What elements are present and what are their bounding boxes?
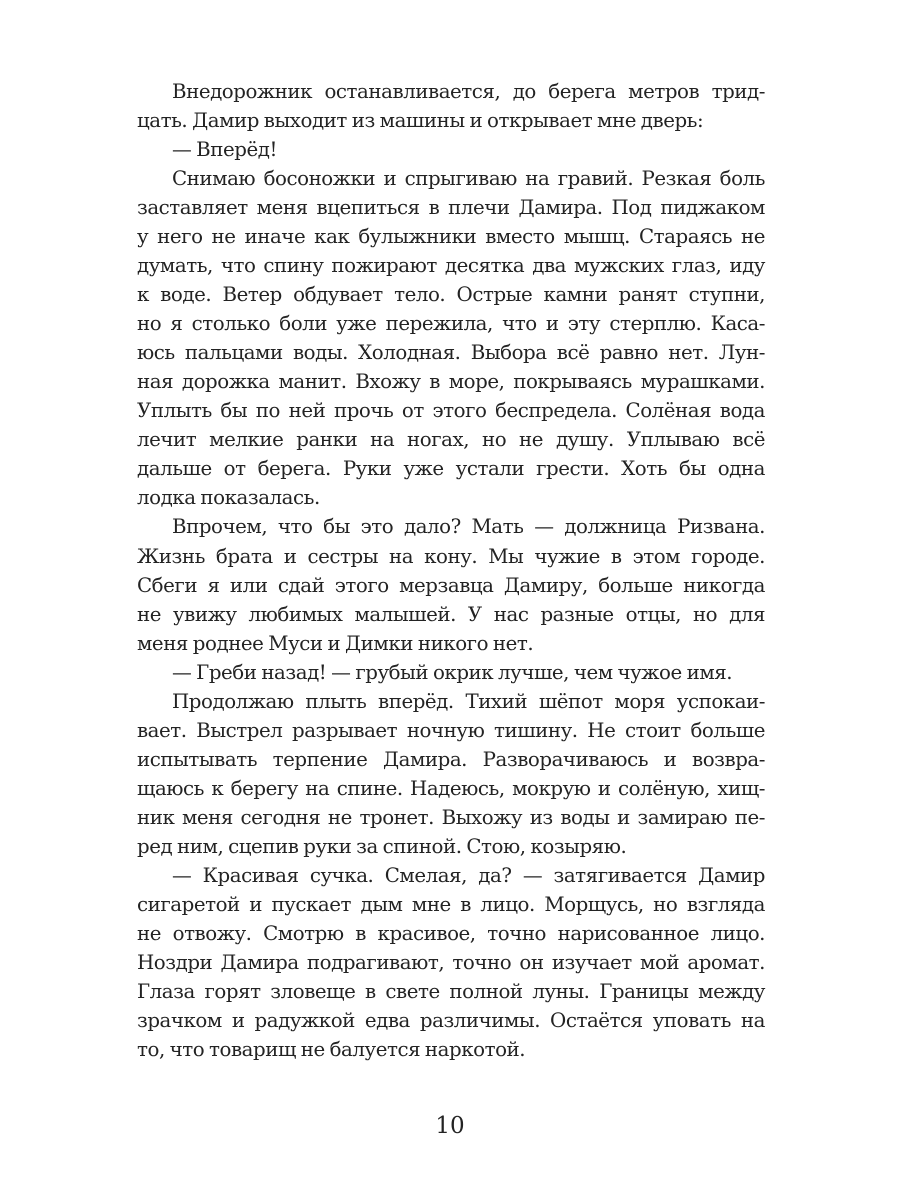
paragraph — [137, 135, 765, 164]
text-line: сигаретой и пускает дым мне в лицо. Морщусь, но взгляда — [137, 892, 765, 916]
text-line: не отвожу. Смотрю в красивое, точно нарисованное лицо. — [137, 921, 765, 945]
text-line: — Вперёд! — [172, 138, 277, 162]
text-line: ная дорожка манит. Вхожу в море, покрываясь мурашками. — [137, 370, 765, 394]
paragraph — [137, 77, 765, 135]
text-line: ник меня сегодня не тронет. Выхожу из воды и замираю пе- — [137, 805, 765, 829]
page-number: 10 — [435, 1113, 465, 1139]
text-line: Сбеги я или сдай этого мерзавца Дамиру, больше никогда — [137, 573, 765, 597]
paragraph — [137, 164, 765, 512]
paragraph — [137, 687, 765, 861]
text-line: вает. Выстрел разрывает ночную тишину. Не стоит больше — [137, 718, 765, 742]
paragraph — [137, 658, 765, 687]
text-line: Ноздри Дамира подрагивают, точно он изучает мой аромат. — [137, 950, 765, 974]
body-text — [137, 77, 765, 1064]
text-line: юсь пальцами воды. Холодная. Выбора всё равно нет. Лун- — [137, 341, 765, 365]
text-line: — Красивая сучка. Смелая, да? — затягивается Дамир — [172, 863, 765, 887]
paragraph — [137, 512, 765, 657]
text-line: ред ним, сцепив руки за спиной. Стою, козыряю. — [137, 834, 627, 858]
text-line: не увижу любимых малышей. У нас разные отцы, но для — [137, 602, 765, 626]
text-line: Внедорожник останавливается, до берега метров трид- — [172, 80, 765, 103]
text-line: — Греби назад! — грубый окрик лучше, чем чужое имя. — [172, 660, 733, 684]
text-line: то, что товарищ не балуется наркотой. — [137, 1038, 526, 1062]
text-line: думать, что спину пожирают десятка два мужских глаз, иду — [137, 254, 765, 278]
text-line: Уплыть бы по ней прочь от этого беспредела. Солёная вода — [137, 399, 765, 423]
text-line: заставляет меня вцепиться в плечи Дамира. Под пиджаком — [137, 196, 765, 220]
text-line: лодка показалась. — [137, 486, 320, 510]
text-line: зрачком и радужкой едва различимы. Остаётся уповать на — [137, 1009, 765, 1032]
text-line: испытывать терпение Дамира. Разворачиваюсь и возвра- — [137, 747, 765, 771]
text-line: щаюсь к берегу на спине. Надеюсь, мокрую и солёную, хищ- — [137, 776, 765, 800]
text-line: но я столько боли уже пережила, что и эту стерплю. Каса- — [137, 312, 765, 336]
text-line: Продолжаю плыть вперёд. Тихий шёпот моря успокаи- — [172, 689, 765, 713]
text-line: Впрочем, что бы это дало? Мать — должница Ризвана. — [172, 515, 765, 539]
text-line: дальше от берега. Руки уже устали грести. Хоть бы одна — [137, 457, 765, 481]
text-line: Глаза горят зловеще в свете полной луны. Границы между — [137, 979, 765, 1003]
text-line: Снимаю босоножки и спрыгиваю на гравий. Резкая боль — [172, 167, 765, 191]
paragraph — [137, 861, 765, 1064]
text-line: лечит мелкие ранки на ногах, но не душу. Уплываю всё — [137, 428, 765, 452]
text-line: меня роднее Муси и Димки никого нет. — [137, 631, 534, 655]
text-line: цать. Дамир выходит из машины и открывает мне дверь: — [137, 109, 704, 133]
text-line: к воде. Ветер обдувает тело. Острые камни ранят ступни, — [137, 283, 765, 307]
text-line: Жизнь брата и сестры на кону. Мы чужие в этом городе. — [137, 544, 765, 568]
text-line: у него не иначе как булыжники вместо мышц. Стараясь не — [137, 225, 765, 249]
